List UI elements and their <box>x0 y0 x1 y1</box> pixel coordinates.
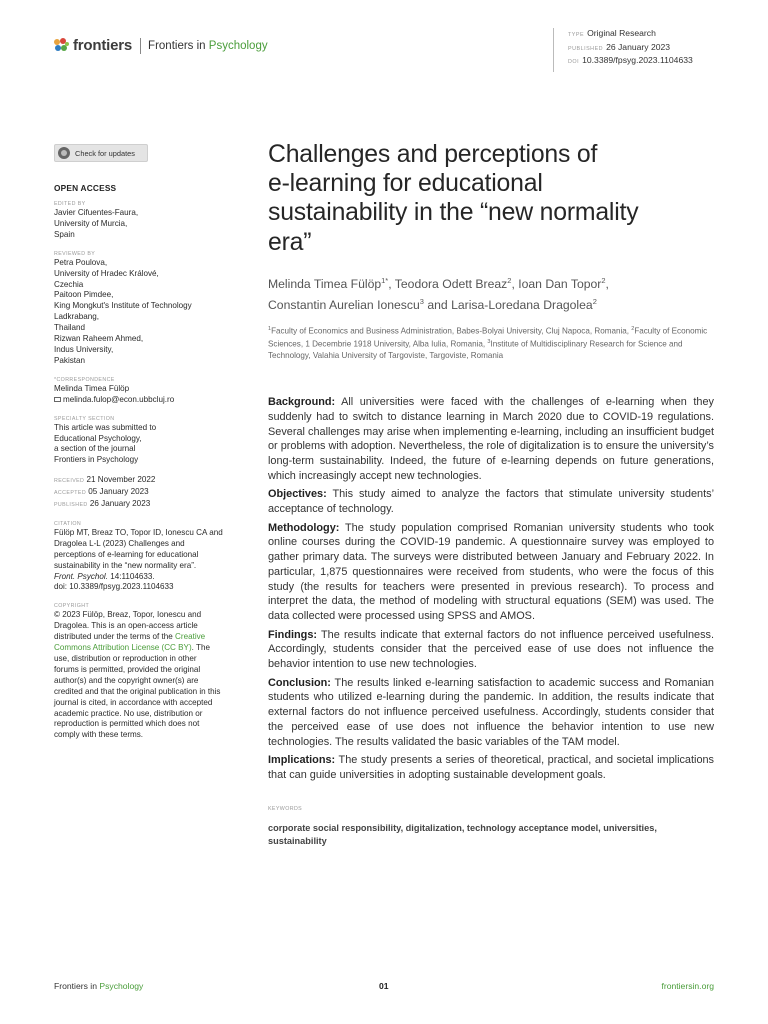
cc-license-link-2[interactable]: Commons Attribution License (CC BY) <box>54 643 192 653</box>
frontiers-logo-icon <box>54 38 70 54</box>
copyright-section: COPYRIGHT © 2023 Fülöp, Breaz, Topor, Ionescu and Dragolea. This is an open-access article distributed under the terms of the Creative Commons Attribution License (CC BY). The use, distribution or reproduction in other forums is permitted, provided the original author(s) and the copyright owner(s) are credited and that the original publication in this journal is cited, in accordance with accepted academic practice. No use, distribution or reproduction is permitted which does not comply with these terms. <box>54 603 221 740</box>
author[interactable]: Teodora Odett Breaz <box>394 276 508 291</box>
article-main <box>268 140 714 848</box>
check-updates-button[interactable]: Check for updates <box>54 144 148 162</box>
abstract-methodology: Methodology: The study population comprised Romanian university students who took online courses during the COVID-19 pandemic. A questionnaire survey was employed to gather primary data. The surveys were distributed between January and February 2022. In particular, 1,875 questionnaires were received from students, who were the focus of this study (the results for teachers were presented in previous research). To process and interpret the data, the method of modeling with structural equations (SEM) was used. The data collected were processed using SPSS and AMOS. <box>268 521 714 622</box>
dates-section: RECEIVED 21 November 2022 ACCEPTED 05 January 2023 PUBLISHED 26 January 2023 <box>54 475 156 509</box>
abstract-background: Background: All universities were faced with the challenges of e-learning when they suddenly had to switch to distance learning in March 2020 due to COVID-19 regulations. Several challenges may arise when implementing e-learning, including an insufficient budget or problems with adoption. Nevertheless, the role of digitalization is to ensure the university’s long-term sustainability. Indeed, the future of e-learning depends on future generations, which increasingly accept new technologies. <box>268 396 714 482</box>
check-updates-icon <box>58 147 70 159</box>
keywords: corporate social responsibility, digitalization, technology acceptance model, universities, sustainability <box>268 822 657 846</box>
author-list: Melinda Timea Fülöp$^{1*}$, Teodora Odett Breaz$^2$, Ioan Dan Topor$^2$, Constantin Aurelian Ionescu$^3$ and Larisa-Loredana Dragolea$^2$ <box>268 275 609 312</box>
correspondence-email[interactable]: melinda.fulop@econ.ubbcluj.ro <box>54 395 254 406</box>
page-number: 01 <box>379 981 389 991</box>
brand-name: frontiers <box>73 37 133 54</box>
affiliations: $^1$Faculty of Economics and Business Administration, Babes-Bolyai University, Cluj Napoca, Romania, $^2$Faculty of Economic Sciences, 1 Decembrie 1918 University, Alba Iulia, Romania, $^3$Institute of Multidisciplinary Research for Science and Technology, Valahia University of Targoviste, Targoviste, Romania <box>268 325 708 360</box>
meta-type: TYPE Original Research <box>568 28 656 38</box>
open-access-label: OPEN ACCESS <box>54 183 117 193</box>
edited-by-section: EDITED BY Javier Cifuentes-Faura, University of Murcia, Spain <box>54 201 139 239</box>
frontiers-logo[interactable] <box>54 37 268 54</box>
keywords-label: KEYWORDS <box>268 805 303 812</box>
specialty-section: SPECIALTY SECTION This article was submitted to Educational Psychology, a section of the journal Frontiers in Psychology <box>54 415 157 465</box>
abstract <box>268 395 714 783</box>
footer-journal: Frontiers in Psychology <box>54 981 144 991</box>
journal-name: Frontiers in Psychology <box>148 39 268 52</box>
author[interactable]: Melinda Timea Fülöp <box>268 276 382 291</box>
reviewed-by-section: REVIEWED BY Petra Poulova, University of Hradec Králové, Czechia Paitoon Pimdee, King Mongkut's Institute of Technology Ladkrabang, Thailand Rizwan Raheem Ahmed, Indus University, Pakistan <box>54 250 192 365</box>
logo-divider <box>140 38 141 54</box>
abstract-findings: Findings: The results indicate that external factors do not influence perceived usefulness. Accordingly, students consider that the perceived ease of use does not influence the behavior intention to use new technologies. <box>268 628 714 671</box>
mail-icon <box>54 397 61 402</box>
author[interactable]: Ioan Dan Topor <box>518 276 602 291</box>
footer-site-link[interactable]: frontiersin.org <box>661 981 714 991</box>
article-meta <box>553 28 693 72</box>
cc-license-link[interactable]: Creative <box>175 632 206 642</box>
meta-published: PUBLISHED 26 January 2023 <box>568 41 671 52</box>
abstract-conclusion: Conclusion: The results linked e-learning satisfaction to academic success and Romanian students who utilized e-learning during the pandemic. In addition, the results indicate that external factors do not influence perceived usefulness. Accordingly, students consider that the perceived ease of use does not influence the behavior intention to use new technologies. The results validated the basic variables of the TAM model. <box>268 676 714 748</box>
citation-section: CITATION Fülöp MT, Breaz TO, Topor ID, Ionescu CA and Dragolea L-L (2023) Challenges and perceptions of e-learning for educational sustainability in the “new normality era”. Front. Psychol. 14:1104633. doi: 10.3389/fpsyg.2023.1104633 <box>54 520 223 592</box>
abstract-implications: Implications: The study presents a series of theoretical, practical, and societal implications that can guide universities in adopting sustainable development goals. <box>268 754 714 781</box>
article-title: Challenges and perceptions of e-learning for educational sustainability in the “new normality era” <box>268 141 639 256</box>
abstract-objectives: Objectives: This study aimed to analyze the factors that stimulate university students’ acceptance of technology. <box>268 488 714 516</box>
author[interactable]: Constantin Aurelian Ionescu <box>268 297 420 312</box>
correspondence-section: *CORRESPONDENCE Melinda Timea Fülöp melinda.fulop@econ.ubbcluj.ro <box>54 376 254 406</box>
meta-doi: DOI 10.3389/fpsyg.2023.1104633 <box>568 55 693 65</box>
sidebar <box>54 144 254 741</box>
author[interactable]: Larisa-Loredana Dragolea <box>451 297 593 312</box>
